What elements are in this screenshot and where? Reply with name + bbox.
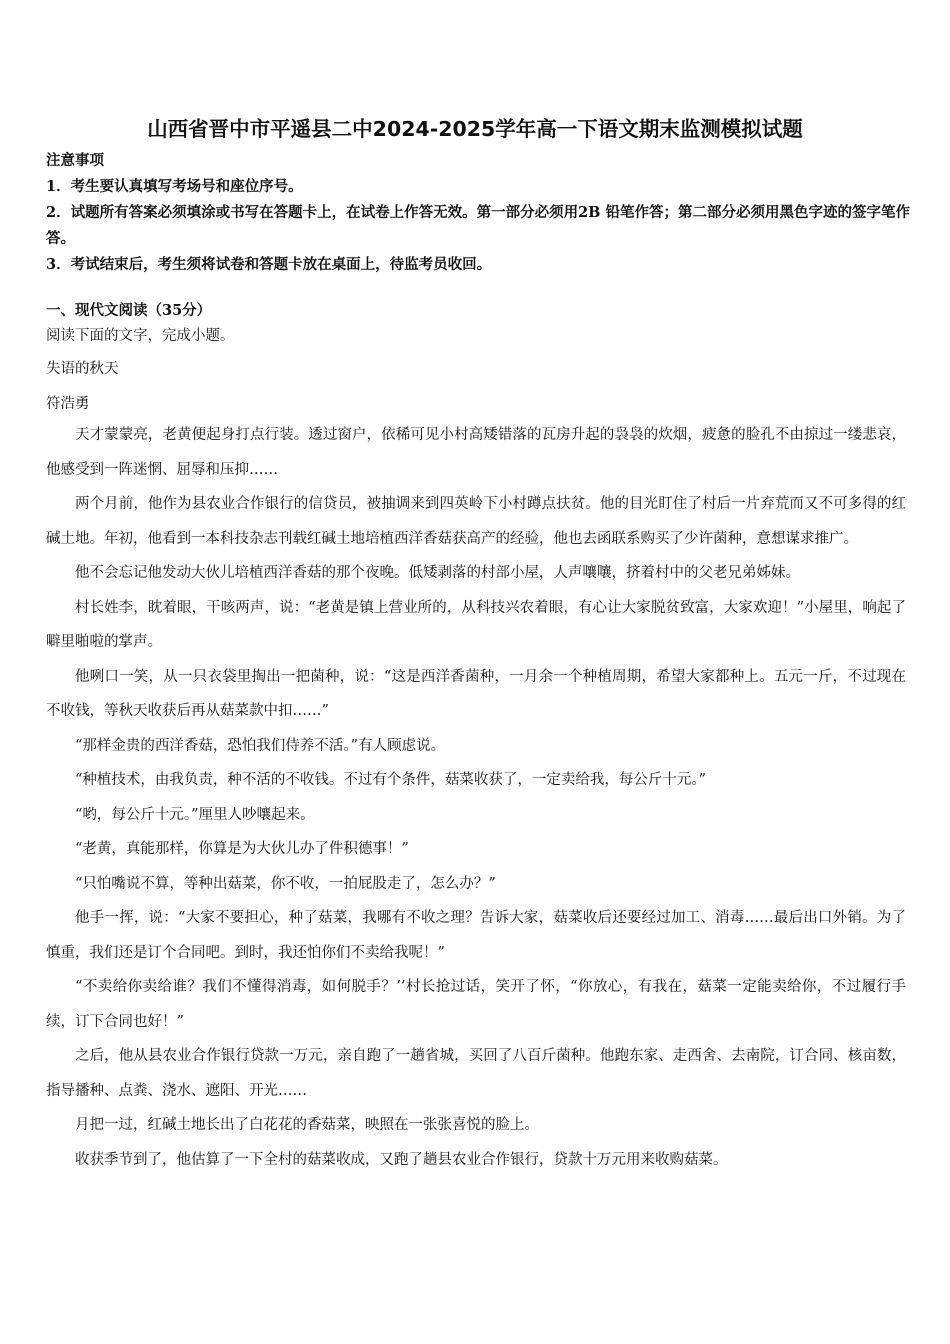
story-paragraph: “哟，每公斤十元。”厘里人吵嚷起来。 <box>75 806 315 823</box>
story-paragraph: “只怕嘴说不算，等种出菇菜，你不收，一拍屁股走了，怎么办？” <box>75 875 496 892</box>
story-paragraph: “不卖给你卖给谁？我们不懂得消毒，如何脱手？’’村长抢过话，笑开了怀，“你放心，有我在，菇菜一定能卖给你，不过履行手续，订下合同也好！” <box>46 979 906 1030</box>
story-paragraph: 收获季节到了，他估算了一下全村的菇菜收成，又跑了趟县农业合作银行，贷款十万元用来收购菇菜。 <box>75 1151 728 1168</box>
story-author: 符浩勇 <box>46 396 90 412</box>
section-heading: 一、现代文阅读（35分） <box>46 302 212 319</box>
story-paragraph: 他手一挥，说：“大家不要担心，种了菇菜，我哪有不收之理？告诉大家，菇菜收后还要经过加工、消毒……最后出口外销。为了慎重，我们还是订个合同吧。到时，我还怕你们不卖给我呢！” <box>46 910 906 961</box>
story-title: 失语的秋天 <box>46 361 119 377</box>
story-paragraph: 他不会忘记他发动大伙儿培植西洋香菇的那个夜晚。低矮剥落的村部小屋，人声嚷嚷，挤着村中的父老兄弟姊妹。 <box>75 565 800 581</box>
notice-item: 2．试题所有答案必须填涂或书写在答题卡上，在试卷上作答无效。第一部分必须用2B 铅笔作答；第二部分必须用黑色字迹的签字笔作答。 <box>46 204 910 247</box>
story-paragraph: 天才蒙蒙亮，老黄便起身打点行装。透过窗户，依稀可见小村高矮错落的瓦房升起的袅袅的炊烟，疲惫的脸孔不由掠过一缕悲哀，他感受到一阵迷惘、屈辱和压抑…… <box>46 427 906 478</box>
notice-item: 1．考生要认真填写考场号和座位序号。 <box>46 178 303 195</box>
story-paragraph: “老黄，真能那样，你算是为大伙儿办了件积德事！” <box>75 841 409 857</box>
story-body <box>46 418 906 1177</box>
notice-heading: 注意事项 <box>46 152 104 169</box>
section-instruction: 阅读下面的文字，完成小题。 <box>46 328 235 344</box>
story-paragraph: “那样金贵的西洋香菇，恐怕我们侍养不活。”有人顾虑说。 <box>75 737 446 754</box>
document-title: 山西省晋中市平遥县二中2024-2025学年高一下语文期末监测模拟试题 <box>147 117 803 141</box>
story-paragraph: 他咧口一笑，从一只衣袋里掏出一把菌种，说：“这是西洋香菌种，一月余一个种植周期，希望大家都种上。五元一斤，不过现在不收钱，等秋天收获后再从菇菜款中扣……” <box>46 668 906 719</box>
story-paragraph: “种植技术，由我负责，种不活的不收钱。不过有个条件，菇菜收获了，一定卖给我，每公斤十元。” <box>75 772 707 788</box>
story-paragraph: 之后，他从县农业合作银行贷款一万元，亲自跑了一趟省城，买回了八百斤菌种。他跑东家、走西舍、去南院，订合同、核亩数，指导播种、点粪、浇水、遮阳、开光…… <box>46 1048 906 1099</box>
notice-list <box>46 174 916 278</box>
story-paragraph: 两个月前，他作为县农业合作银行的信贷员，被抽调来到四英岭下小村蹲点扶贫。他的目光盯住了村后一片弃荒而又不可多得的红碱土地。年初，他看到一本科技杂志刊载红碱土地培植西洋香菇获高产的经验，他也去函联系购买了少许菌种，意想谋求推广。 <box>46 496 906 547</box>
story-paragraph: 村长姓李，眈着眼，干咳两声，说：“老黄是镇上营业所的，从科技兴农着眼，有心让大家脱贫致富，大家欢迎！”小屋里，响起了噼里啪啦的掌声。 <box>46 599 906 650</box>
story-paragraph: 月把一过，红碱土地长出了白花花的香菇菜，映照在一张张喜悦的脸上。 <box>75 1117 539 1133</box>
notice-item: 3．考试结束后，考生须将试卷和答题卡放在桌面上，待监考员收回。 <box>46 256 492 273</box>
